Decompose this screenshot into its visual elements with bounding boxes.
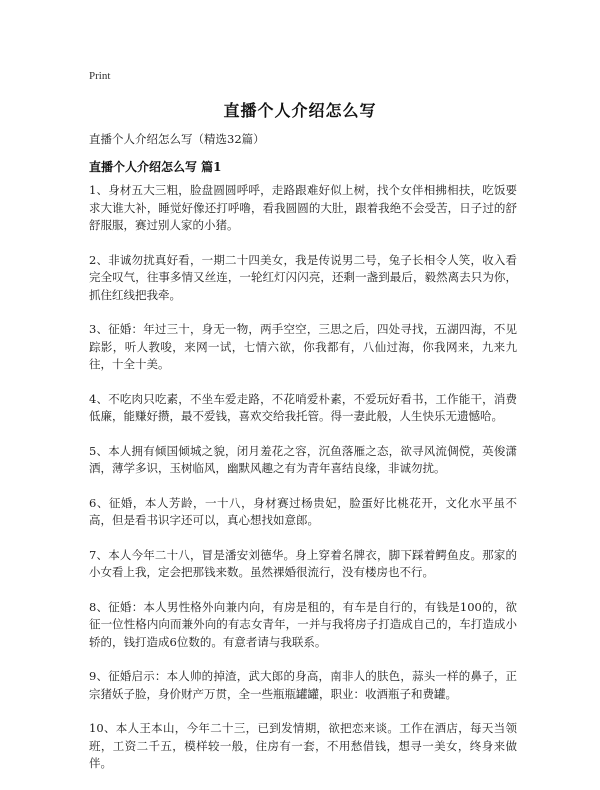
paragraph-list xyxy=(89,182,517,790)
document-subtitle: 直播个人介绍怎么写（精选32篇） xyxy=(89,132,265,146)
page-title: 直播个人介绍怎么写 xyxy=(223,101,377,120)
paragraph: 5、本人拥有倾国倾城之貌，闭月羞花之容，沉鱼落雁之态，欲寻风流倜傥，英俊潇洒，薄学多识，玉树临风，幽默风趣之有为青年喜结良缘，非诚勿扰。 xyxy=(89,443,517,475)
section-heading: 直播个人介绍怎么写 篇1 xyxy=(89,160,222,174)
paragraph: 7、本人今年二十八，冒是潘安刘德华。身上穿着名牌衣，脚下踩着鳄鱼皮。那家的小女看上我，定会把那钱来数。虽然裸婚很流行，没有楼房也不行。 xyxy=(89,547,517,579)
print-label: Print xyxy=(89,70,111,82)
paragraph: 9、征婚启示：本人帅的掉渣，武大郎的身高，南非人的肤色，蒜头一样的鼻子，正宗猪妖子脸，身价财产万贯，全一些瓶瓶罐罐，职业：收酒瓶子和费罐。 xyxy=(89,669,517,701)
paragraph: 8、征婚：本人男性格外向兼内向，有房是租的，有车是自行的，有钱是100的，欲征一位性格内向而兼外向的有志女青年，一并与我将房子打造成自己的，车打造成小轿的，钱打造成6位数的。有意者请与我联系。 xyxy=(89,599,517,649)
paragraph: 2、非诚勿扰真好看，一期二十四美女，我是传说男二号，兔子长相令人笑，收入看完全叹气，往事多情又丝连，一轮红灯闪闪亮，还剩一盏到最后，毅然离去只为你，抓住红线把我牵。 xyxy=(89,252,517,302)
paragraph: 4、不吃肉只吃素，不坐车爱走路，不花哨爱朴素，不爱玩好看书，工作能干，消费低廉，能赚好攒，最不爱钱，喜欢交给我托管。得一妻此般，人生快乐无遗憾哈。 xyxy=(89,391,517,423)
paragraph: 10、本人王本山，今年二十三，已到发情期，欲把恋来谈。工作在酒店，每天当领班，工资二千五，模样较一般，住房有一套，不用愁借钱，想寻一美女，终身来做伴。 xyxy=(89,721,517,770)
paragraph: 1、身材五大三粗，脸盘圆圆呼呼，走路跟难好似上树，找个女伴相拂相扶，吃饭要求大谁大补，睡觉好像还打呼噜，看我圆圆的大肚，跟着我绝不会受苦，日子过的舒舒服服，赛过别人家的小猪。 xyxy=(89,183,517,232)
paragraph: 6、征婚，本人芳龄，一十八，身材赛过杨贵妃，脸蛋好比桃花开，文化水平虽不高，但是看书识字还可以，真心想找如意郎。 xyxy=(89,495,517,527)
paragraph: 3、征婚：年过三十，身无一物，两手空空，三思之后，四处寻找，五湖四海，不见踪影，听人教唆，来网一试，七情六欲，你我都有，八仙过海，你我网来，九来九往，十全十美。 xyxy=(89,322,517,371)
